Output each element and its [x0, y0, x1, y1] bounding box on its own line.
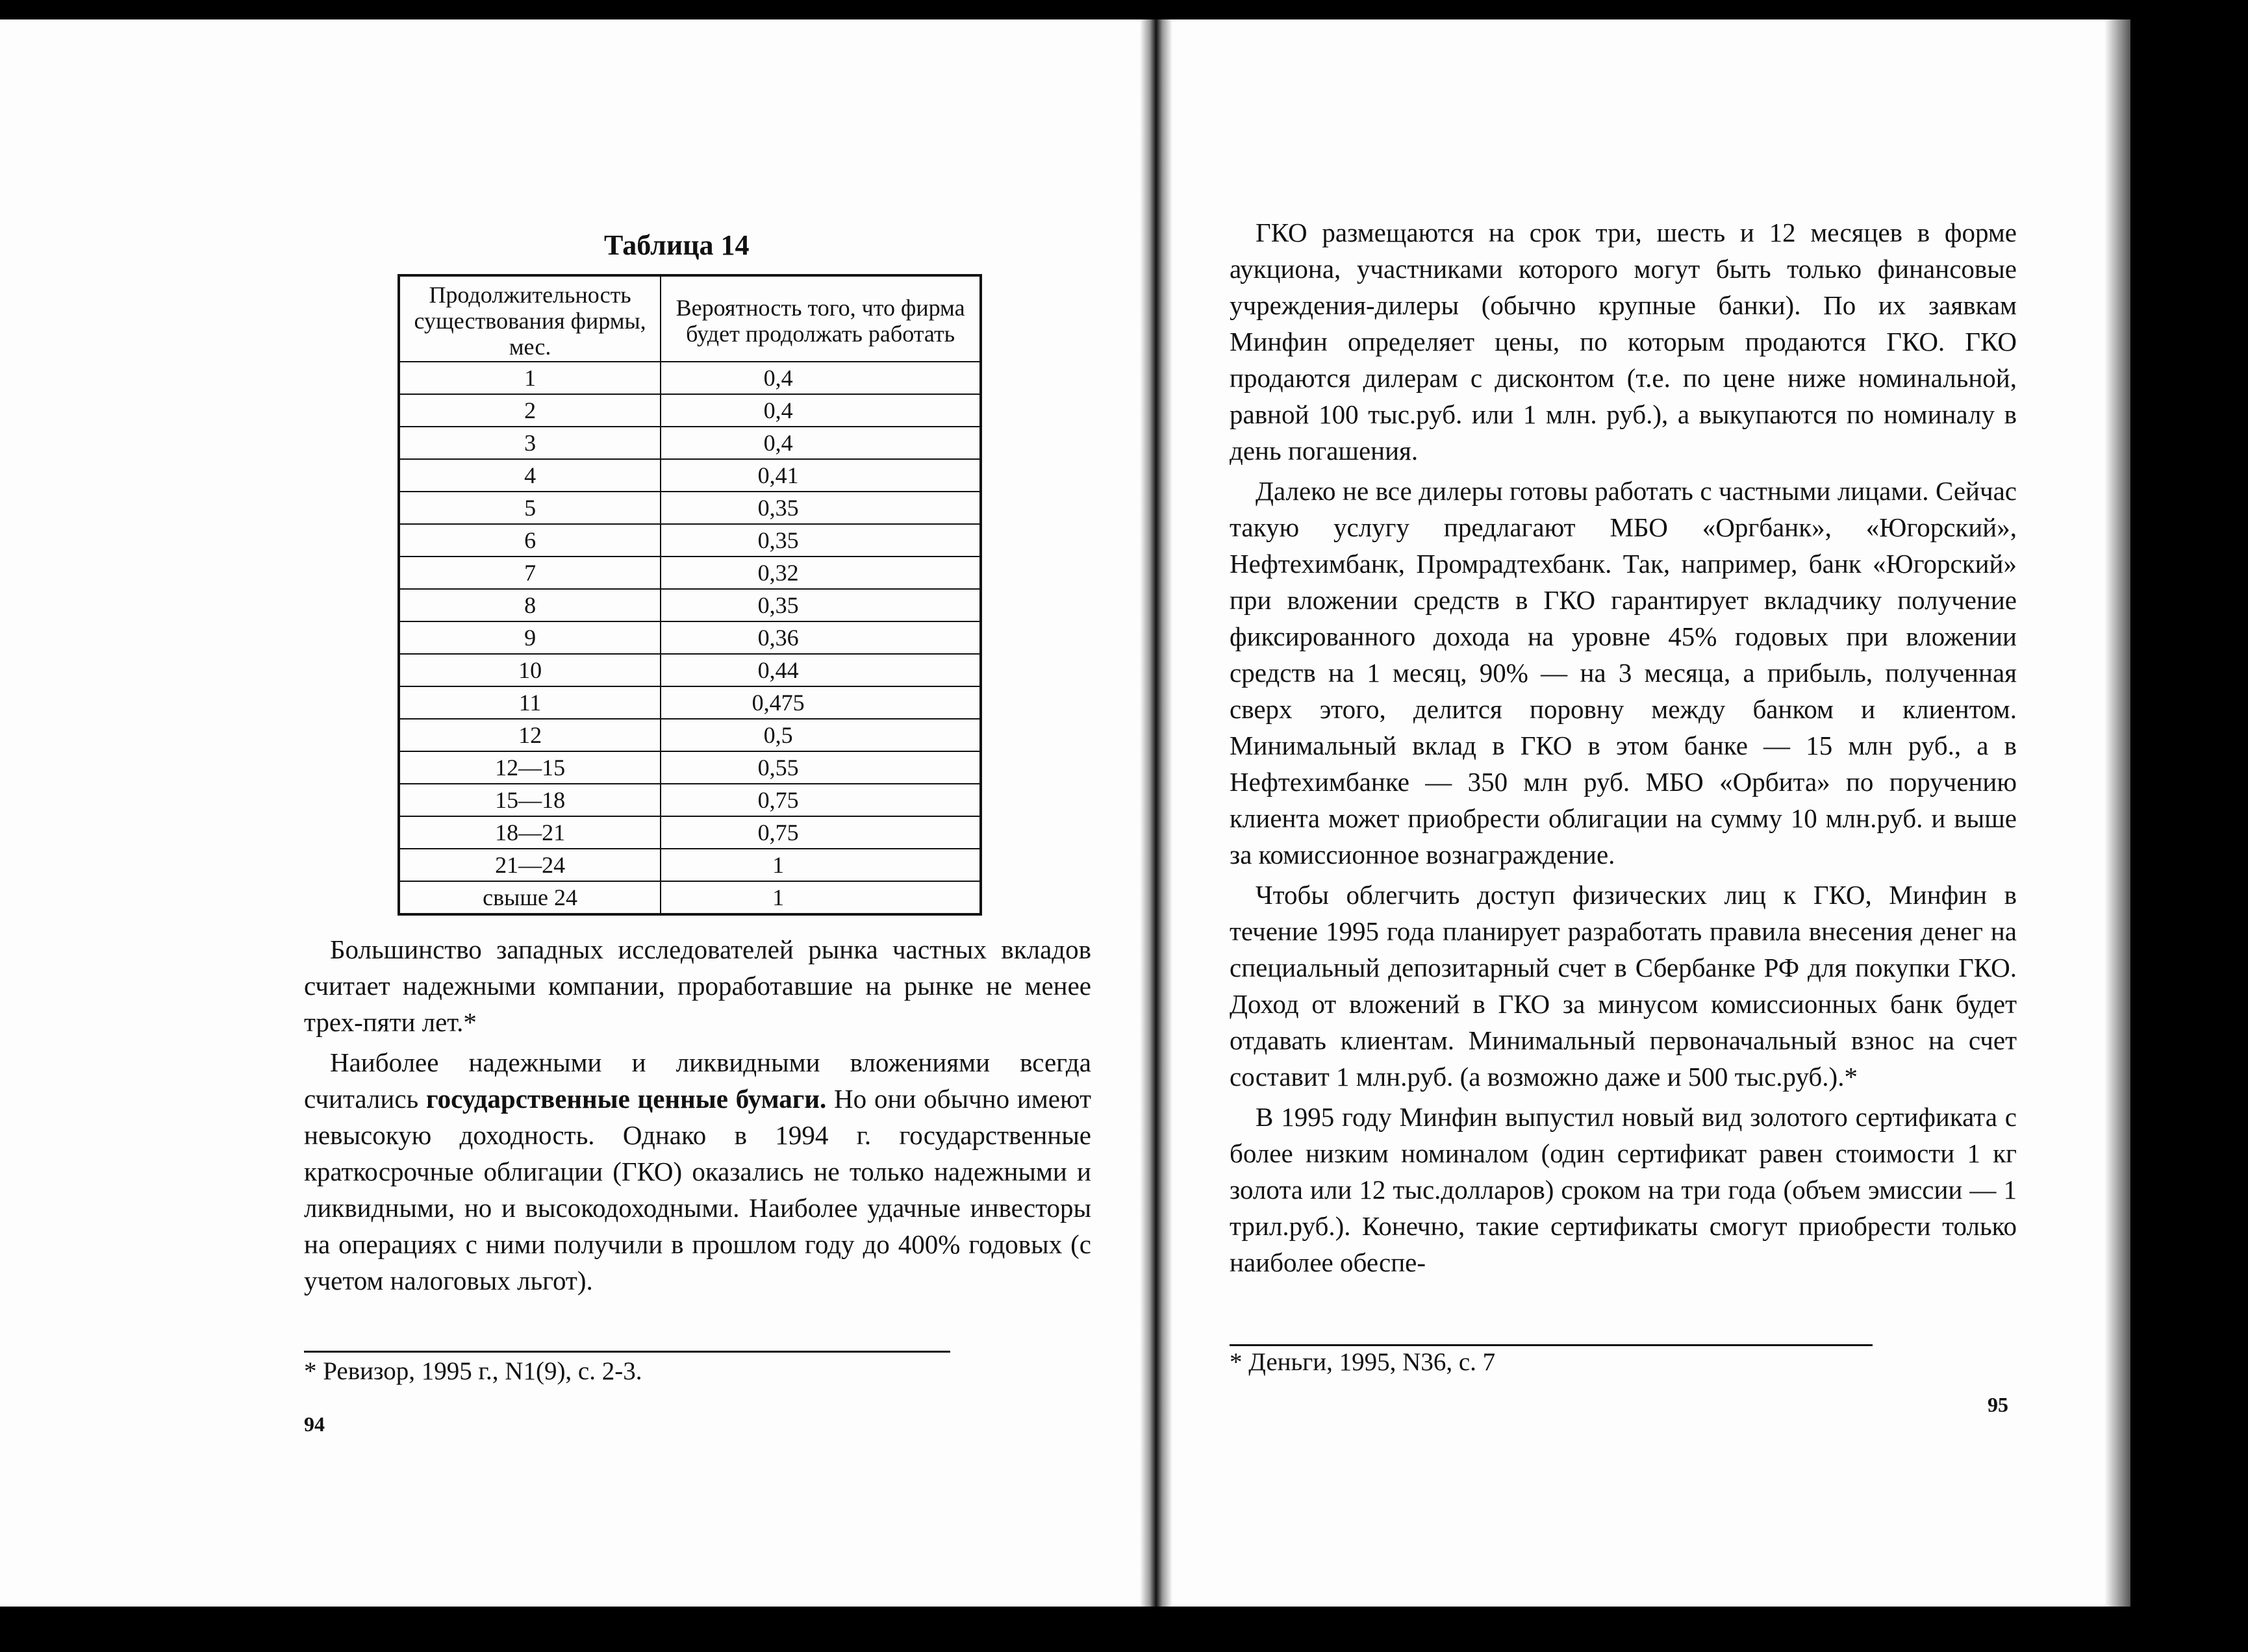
table-row [399, 849, 981, 881]
table-row [399, 492, 981, 524]
left-footnote-rule [304, 1351, 950, 1353]
right-paragraph-4: В 1995 году Минфин выпустил новый вид золотого сертификата с более низким номиналом (один сертификат равен стоимости 1 кг золота или 12 тыс.долларов) сроком на три года (объем эмиссии — 1 трил.руб.). Конечно, такие сертификаты смогут приобрести только наиболее обеспе- [1230, 1102, 2017, 1277]
probability-cell: 0,35 [661, 589, 981, 621]
left-footnote: * Ревизор, 1995 г., N1(9), с. 2-3. [304, 1357, 642, 1385]
right-paragraph-3: Чтобы облегчить доступ физических лиц к ГКО, Минфин в течение 1995 года планирует разработать правила внесения денег на специальный депозитарный счет в Сбербанке РФ для покупки ГКО. Доход от вложений в ГКО за минусом комиссионных банк будет отдавать клиентам. Минимальный первоначальный взнос на счет составит 1 млн.руб. (а возможно даже и 500 тыс.руб.).* [1230, 880, 2017, 1092]
right-footnote-rule [1230, 1344, 1873, 1346]
duration-cell: 5 [399, 492, 661, 524]
table-row [399, 394, 981, 427]
duration-cell: 3 [399, 427, 661, 459]
survival-probability-table [398, 274, 982, 916]
probability-cell: 0,36 [661, 621, 981, 654]
probability-cell: 0,35 [661, 524, 981, 557]
probability-cell: 0,4 [661, 394, 981, 427]
table-row [399, 881, 981, 914]
table-row [399, 719, 981, 751]
left-paragraph-1: Большинство западных исследователей рынка частных вкладов считает надежными компании, проработавшие на рынке не менее трех-пяти лет.* [304, 934, 1091, 1037]
probability-cell: 0,41 [661, 459, 981, 492]
table-row [399, 557, 981, 589]
duration-cell: 21—24 [399, 849, 661, 881]
duration-cell: 2 [399, 394, 661, 427]
table-row [399, 816, 981, 849]
probability-cell: 1 [661, 881, 981, 914]
book-spine-shadow [1140, 19, 1172, 1607]
probability-cell: 1 [661, 849, 981, 881]
left-paragraph-2-end: Но они обычно имеют невысокую доходность. Однако в 1994 г. государственные краткосрочные облигации (ГКО) оказались не только надежными и ликвидными, но и высокодоходными. Наиболее удачные инвесторы на операциях с ними получили в прошлом году до 400% годовых (с учетом налоговых льгот). [304, 1084, 1091, 1295]
probability-cell: 0,475 [661, 686, 981, 719]
left-page-number: 94 [304, 1412, 325, 1436]
table-row [399, 362, 981, 394]
probability-cell: 0,35 [661, 492, 981, 524]
duration-cell: 9 [399, 621, 661, 654]
right-paragraph-2: Далеко не все дилеры готовы работать с частными лицами. Сейчас такую услугу предлагают МБО «Оргбанк», «Югорский», Нефтехимбанк, Промрадтехбанк. Так, например, банк «Югорский» при вложении средств в ГКО гарантирует вкладчику получение фиксированного дохода на уровне 45% годовых при вложении средств на 1 месяц, 90% — на 3 месяца, а прибыль, полученная сверх этого, делится поровну между банком и клиентом. Минимальный вклад в ГКО в этом банке — 15 млн руб., а в Нефтехимбанке — 350 млн руб. МБО «Орбита» по поручению клиента может приобрести облигации на сумму 10 млн.руб. и выше за комиссионное вознаграждение. [1230, 476, 2017, 870]
table-row [399, 589, 981, 621]
table-row [399, 784, 981, 816]
left-paragraph-2-start: Наиболее надежными и ликвидными вложениями всегда считались [304, 1047, 1091, 1114]
duration-cell: 10 [399, 654, 661, 686]
table-header-duration: Продолжительность существования фирмы, мес. [399, 275, 661, 362]
table-row [399, 459, 981, 492]
table-caption: Таблица 14 [604, 229, 750, 261]
table-row [399, 427, 981, 459]
duration-cell: 4 [399, 459, 661, 492]
table-row [399, 524, 981, 557]
duration-cell: 8 [399, 589, 661, 621]
table-row [399, 751, 981, 784]
table-header-probability: Вероятность того, что фирма будет продолжать работать [661, 275, 981, 362]
probability-cell: 0,55 [661, 751, 981, 784]
right-page-number: 95 [1988, 1393, 2008, 1416]
probability-cell: 0,4 [661, 427, 981, 459]
duration-cell: 15—18 [399, 784, 661, 816]
duration-cell: 18—21 [399, 816, 661, 849]
probability-cell: 0,75 [661, 816, 981, 849]
left-paragraph-2-bold: государственные ценные бумаги. [426, 1084, 827, 1114]
duration-cell: 6 [399, 524, 661, 557]
duration-cell: 7 [399, 557, 661, 589]
duration-cell: 11 [399, 686, 661, 719]
right-paragraph-1: ГКО размещаются на срок три, шесть и 12 месяцев в форме аукциона, участниками которого могут быть только финансовые учреждения-дилеры (обычно крупные банки). По их заявкам Минфин определяет цены, по которым продаются ГКО. ГКО продаются дилерам с дисконтом (т.е. по цене ниже номинальной, равной 100 тыс.руб. или 1 млн. руб.), а выкупаются по номиналу в день погашения. [1230, 218, 2017, 466]
duration-cell: свыше 24 [399, 881, 661, 914]
left-body-text [304, 931, 1091, 1299]
table-row [399, 686, 981, 719]
right-body-text [1230, 214, 2017, 1281]
probability-cell: 0,75 [661, 784, 981, 816]
duration-cell: 12 [399, 719, 661, 751]
page-edge-shadow [2104, 19, 2130, 1607]
table-row [399, 621, 981, 654]
probability-cell: 0,4 [661, 362, 981, 394]
probability-cell: 0,32 [661, 557, 981, 589]
probability-cell: 0,44 [661, 654, 981, 686]
probability-cell: 0,5 [661, 719, 981, 751]
duration-cell: 1 [399, 362, 661, 394]
right-footnote: * Деньги, 1995, N36, с. 7 [1230, 1348, 1496, 1376]
table-row [399, 654, 981, 686]
duration-cell: 12—15 [399, 751, 661, 784]
left-paragraph-2 [304, 1044, 1091, 1299]
